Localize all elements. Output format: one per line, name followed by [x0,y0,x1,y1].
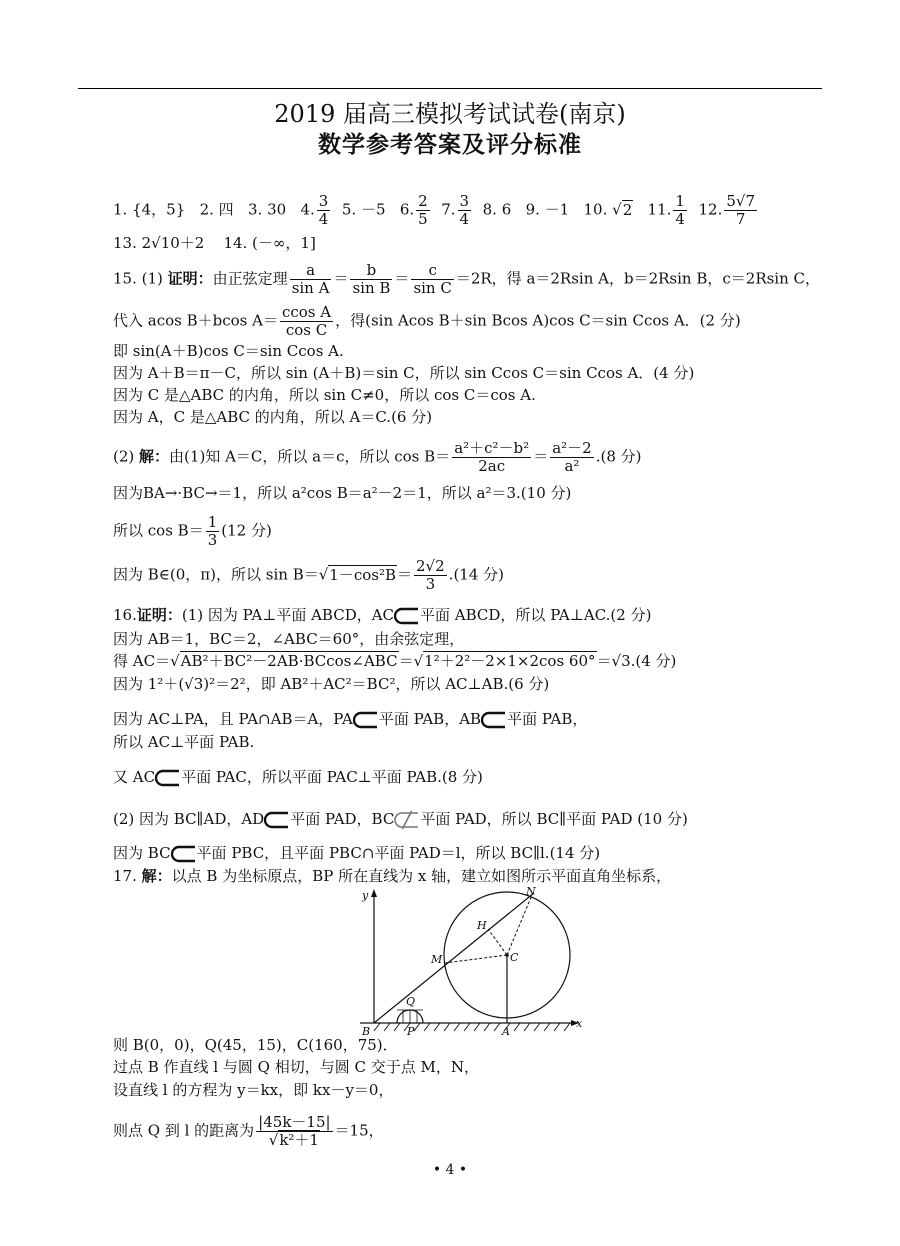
axis-label-x: x [576,1017,583,1030]
page-number: • 4 • [432,1162,468,1178]
point-label-m: M [431,953,443,966]
subset-icon [155,769,181,787]
answers-row-2: 13. 2√10＋2 14. (－∞，1] [113,234,316,252]
page-subtitle: 数学参考答案及评分标准 [318,131,582,158]
q16-line-8: (2) 因为 BC∥AD，AD 平面 PAD，BC 平面 PAD，所以 BC∥平面 PAD (10 分) [113,810,688,828]
q16-line-9: 因为 BC 平面 PBC，且平面 PBC∩平面 PAD＝l，所以 BC∥l.(14 分) [113,844,601,862]
point-label-p: P [407,1025,415,1037]
q16-line-2: 因为 AB＝1，BC＝2，∠ABC＝60°，由余弦定理， [113,630,465,648]
q15-line-3: 即 sin(A＋B)cos C＝sin Ccos A. [113,342,344,360]
axis-label-y: y [362,889,369,902]
q17-line-2: 则 B(0，0)，Q(45，15)，C(160，75)． [113,1036,398,1054]
q16-line-1: 16.证明：(1) 因为 PA⊥平面 ABCD，AC 平面 ABCD，所以 PA⊥AC.(2 分) [113,606,652,624]
subset-icon [353,711,379,729]
q15-line-7: (2) 解：由(1)知 A＝C，所以 a＝c，所以 cos B＝ $\frac{\text{a²＋c²－b²}}{2ac}$ ＝ $\frac{\text{a²－2}}{\text{a²}}$ .(8 分) [113,439,642,475]
q15-line-1: 15. (1) 证明：由正弦定理 $\frac{a}{\text{sin A}}$ ＝ $\frac{b}{\text{sin B}}$ ＝ $\frac{c}{\text{sin C}}$ ＝2R，得 a＝2Rsin A，b＝2Rsin B，c＝2Rsin C， [113,261,821,297]
q17-line-5: 则点 Q 到 l 的距离为 $\frac{|45k-15|}{\text{√k²＋1}}$ ＝15， [113,1113,384,1149]
q16-line-5: 因为 AC⊥PA，且 PA∩AB＝A，PA 平面 PAB，AB 平面 PAB， [113,710,588,728]
point-label-n: N [526,885,536,898]
q17-line-1: 17. 解：以点 B 为坐标原点，BP 所在直线为 x 轴，建立如图所示平面直角坐标系， [113,867,672,885]
q15-line-6: 因为 A，C 是△ABC 的内角，所以 A＝C.(6 分) [113,408,433,426]
q15-line-8: 因为BA→·BC→＝1，所以 a²cos B＝a²－2＝1，所以 a²＝3.(10 分) [113,484,572,502]
q15-line-4: 因为 A＋B＝π－C，所以 sin (A＋B)＝sin C，所以 sin Ccos C＝sin Ccos A．(4 分) [113,364,695,382]
point-label-b: B [362,1025,371,1037]
subset-icon [264,811,290,829]
subset-icon [171,845,197,863]
q17-line-3: 过点 B 作直线 l 与圆 Q 相切，与圆 C 交于点 M，N， [113,1058,479,1076]
q15-line-9: 所以 cos B＝ $\frac{1}{3}$ (12 分) [113,513,272,549]
top-rule [78,88,822,89]
geometry-figure [350,885,590,1037]
q17-line-4: 设直线 l 的方程为 y＝kx，即 kx－y＝0， [113,1081,394,1099]
subset-icon [394,607,420,625]
q16-line-4: 因为 1²＋(√3)²＝2²，即 AB²＋AC²＝BC²，所以 AC⊥AB.(6 分) [113,675,550,693]
q16-line-7: 又 AC 平面 PAC，所以平面 PAC⊥平面 PAB.(8 分) [113,768,483,786]
q15-line-5: 因为 C 是△ABC 的内角，所以 sin C≠0，所以 cos C＝cos A. [113,386,536,404]
point-label-h: H [477,919,487,932]
subset-icon [481,711,507,729]
not-subset-icon [394,811,420,829]
point-label-c: C [510,951,519,964]
q15-line-2: 代入 acos B＋bcos A＝ $\frac{\text{ccos A}}{\text{cos C}}$ ，得(sin Acos B＋sin Bcos A)cos C＝sin Ccos A．(2 分) [113,303,741,339]
page-title: 2019 届高三模拟考试试卷(南京) [274,100,626,128]
point-label-q: Q [406,995,416,1008]
q15-line-10: 因为 B∈(0，π)，所以 sin B＝√1－cos²B＝ $\frac{2√2}{3}$ .(14 分) [113,557,504,593]
point-label-a: A [502,1025,510,1037]
q16-line-6: 所以 AC⊥平面 PAB. [113,733,255,751]
q16-line-3: 得 AC＝√AB²＋BC²－2AB·BCcos∠ABC＝√1²＋2²－2×1×2cos 60°＝√3.(4 分) [113,652,677,670]
answers-row-1: 1. {4，5} 2. 四 3. 30 4. $\frac{3}{4}$ 5. －5 6. $\frac{2}{5}$ 7. $\frac{3}{4}$ 8. 6 9. －1 10. √2 11. $\frac{1}{4}$ 12. $\frac{5√7}{7}$ [113,192,756,228]
